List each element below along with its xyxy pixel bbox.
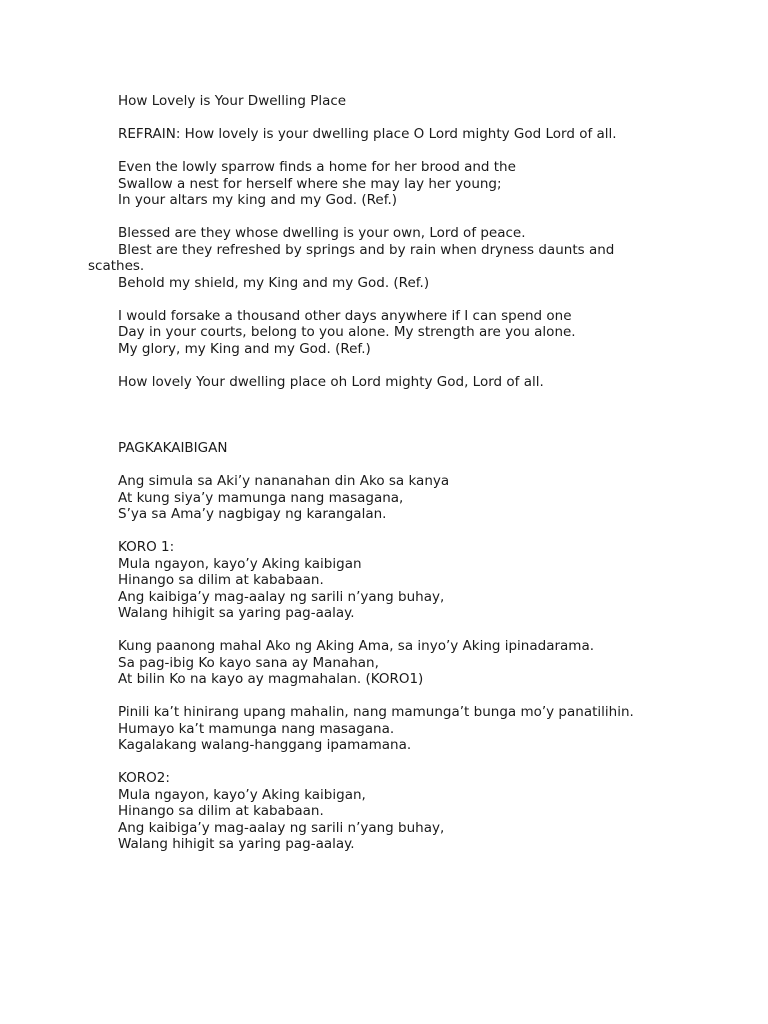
verse-line: Humayo ka’t mamunga nang masagana. — [118, 721, 395, 737]
verse-line: Behold my shield, my King and my God. (Ref.) — [118, 275, 430, 291]
verse-line: At bilin Ko na kayo ay magmahalan. (KORO1) — [118, 671, 424, 687]
song-title: PAGKAKAIBIGAN — [118, 440, 228, 456]
chorus-line: Mula ngayon, kayo’y Aking kaibigan, — [118, 787, 366, 803]
chorus-line: Hinango sa dilim at kababaan. — [118, 803, 324, 819]
chorus-line: Ang kaibiga’y mag-aalay ng sarili n’yang buhay, — [118, 589, 445, 605]
song-title: How Lovely is Your Dwelling Place — [118, 93, 347, 109]
refrain-line: REFRAIN: How lovely is your dwelling place O Lord mighty God Lord of all. — [118, 126, 617, 142]
verse-line: scathes. — [88, 258, 145, 274]
verse-line: Day in your courts, belong to you alone. My strength are you alone. — [118, 324, 576, 340]
verse-line: I would forsake a thousand other days anywhere if I can spend one — [118, 308, 572, 324]
closing-line: How lovely Your dwelling place oh Lord mighty God, Lord of all. — [118, 374, 544, 390]
verse-line: My glory, my King and my God. (Ref.) — [118, 341, 371, 357]
verse-line: Pinili ka’t hinirang upang mahalin, nang mamunga’t bunga mo’y panatilihin. — [118, 704, 634, 720]
verse-line: Ang simula sa Aki’y nananahan din Ako sa kanya — [118, 473, 450, 489]
verse-line: Kung paanong mahal Ako ng Aking Ama, sa inyo’y Aking ipinadarama. — [118, 638, 595, 654]
verse-line: Sa pag-ibig Ko kayo sana ay Manahan, — [118, 655, 379, 671]
verse-line: Blest are they refreshed by springs and by rain when dryness daunts and — [118, 242, 615, 258]
chorus-line: Walang hihigit sa yaring pag-aalay. — [118, 836, 355, 852]
chorus-heading: KORO 1: — [118, 539, 175, 555]
verse-line: At kung siya’y mamunga nang masagana, — [118, 490, 404, 506]
verse-line: Blessed are they whose dwelling is your own, Lord of peace. — [118, 225, 526, 241]
verse-line: In your altars my king and my God. (Ref.) — [118, 192, 398, 208]
chorus-line: Walang hihigit sa yaring pag-aalay. — [118, 605, 355, 621]
chorus-line: Hinango sa dilim at kababaan. — [118, 572, 324, 588]
verse-line: S’ya sa Ama’y nagbigay ng karangalan. — [118, 506, 387, 522]
verse-line: Swallow a nest for herself where she may lay her young; — [118, 176, 502, 192]
verse-line: Even the lowly sparrow finds a home for her brood and the — [118, 159, 516, 175]
chorus-line: Ang kaibiga’y mag-aalay ng sarili n’yang buhay, — [118, 820, 445, 836]
verse-line: Kagalakang walang-hanggang ipamamana. — [118, 737, 412, 753]
chorus-heading: KORO2: — [118, 770, 170, 786]
chorus-line: Mula ngayon, kayo’y Aking kaibigan — [118, 556, 362, 572]
